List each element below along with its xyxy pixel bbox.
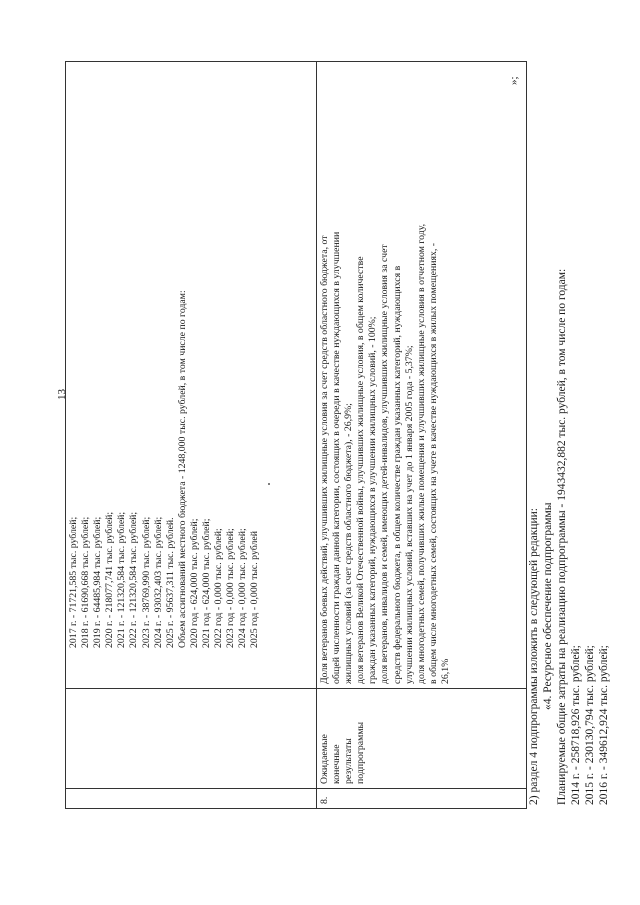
row-name-line: Ожидаемые конечные (319, 734, 343, 784)
result-line: общей численности граждан данной категории, состоящих в очереди в качестве нуждающихся в улучшении (331, 231, 343, 684)
row-name-line: результаты (343, 738, 355, 784)
section-title: «4. Ресурсное обеспечение подпрограммы (542, 502, 554, 710)
funding-line: 2024 г. - 93032,403 тыс. рублей; (152, 516, 164, 648)
result-line: средств федерального бюджета, в общем количестве граждан указанных категорий, нуждающихся в (391, 265, 403, 684)
funding-line: 2017 г. - 71721,585 тыс. рублей; (68, 516, 79, 648)
expected-results-cell (317, 62, 527, 689)
row-number-cell (66, 789, 317, 809)
funding-line: 2022 г. - 121320,584 тыс. рублей; (128, 511, 140, 648)
result-line: в общем числе многодетных семей, состоящих на учете в качестве нуждающихся в жилых помещениях, - (427, 242, 439, 684)
result-line: Доля ветеранов боевых действий, улучшивших жилищные условия за счет средств областного бюджета, от (319, 235, 330, 684)
local-budget-heading: Объем ассигнований местного бюджета - 1248,000 тыс. рублей, в том числе по годам: (176, 290, 188, 648)
funding-line: 2021 г. - 121320,584 тыс. рублей; (116, 511, 128, 648)
funding-line: 2018 г. - 61690,668 тыс. рублей; (80, 516, 92, 648)
funding-line: 2021 год - 624,000 тыс. рублей; (201, 518, 213, 648)
funding-line: 2024 год - 0,000 тыс. рублей; (237, 528, 249, 648)
result-line: улучшении жилищных условий, вставших на учет до 1 января 2005 года - 5,37%; (403, 345, 415, 684)
amendment-text (527, 269, 611, 805)
expected-results-label-cell (317, 689, 527, 789)
funding-line: 2025 год - 0,000 тыс. рублей (249, 531, 261, 648)
year-cost-line: 2015 г. - 230130,794 тыс. рублей; (584, 645, 596, 805)
table-row (317, 62, 527, 809)
row-name-cell (66, 689, 317, 789)
result-line: доля многодетных семей, получивших жилые помещения и улучшивших жилищные условия в отчетном году, (415, 223, 427, 684)
funding-line: 2020 год - 624,000 тыс. рублей; (188, 518, 200, 648)
funding-line: 2023 год - 0,000 тыс. рублей; (225, 528, 237, 648)
amendment-intro: 2) раздел 4 подпрограммы изложить в следующей редакции: (528, 508, 540, 805)
row-number-cell: 8. (317, 789, 527, 809)
funding-years-cell (66, 62, 317, 689)
funding-line: 2020 г. - 218077,741 тыс. рублей; (104, 511, 116, 648)
result-line: граждан указанных категорий, нуждающихся в улучшении жилищных условий, - 100%; (367, 316, 379, 684)
row-name-line: подпрограммы (355, 721, 367, 784)
year-cost-line: 2014 г. - 258718,926 тыс. рублей; (570, 645, 582, 805)
table-row (66, 62, 317, 809)
funding-line: 2022 год - 0,000 тыс. рублей; (213, 528, 225, 648)
page-number: 13 (56, 389, 68, 400)
funding-line: 2023 г. - 38769,990 тыс. рублей; (140, 516, 152, 648)
result-line: доля ветеранов, инвалидов и семей, имеющих детей-инвалидов, улучшивших жилищные условия за счет (379, 244, 391, 684)
funding-line: 2019 г. - 64485,984 тыс. рублей; (92, 516, 104, 648)
result-line: 26,1% (439, 658, 451, 684)
result-line: жилищных условий (за счет средств областного бюджета), - 26,9%; (343, 403, 355, 684)
total-costs-line: Планируемые общие затраты на реализацию подпрограммы - 1943432,882 тыс. рублей, в том числе по годам: (556, 268, 568, 805)
funding-line: 2025 г. - 95637,311 тыс. рублей. (164, 517, 176, 648)
closing-quote: »; (508, 76, 520, 85)
result-line: доля ветеранов Великой Отечественной войны, улучшивших жилищные условия, в общем количестве (355, 256, 367, 684)
program-passport-table (65, 61, 527, 809)
year-cost-line: 2016 г. - 349612,924 тыс. рублей; (598, 645, 610, 805)
